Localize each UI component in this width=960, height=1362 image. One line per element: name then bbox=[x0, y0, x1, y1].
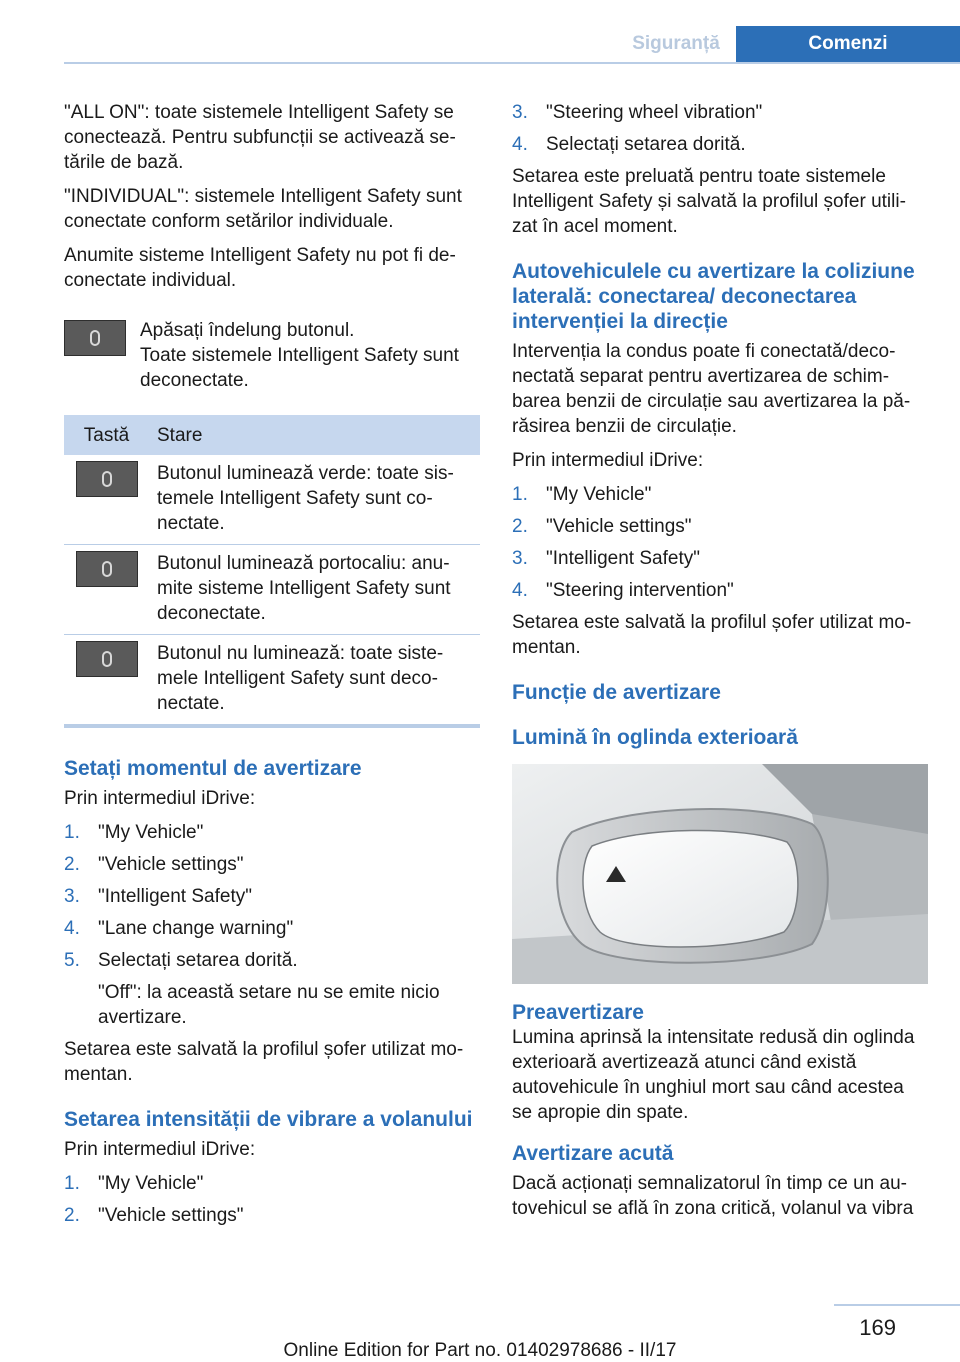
heading-acute-warning: Avertizare acută bbox=[512, 1142, 674, 1165]
tab-siguranta[interactable]: Siguranță bbox=[632, 33, 720, 54]
saved-note: Setarea este salvată la profilul șofer utilizat mo-mentan. bbox=[64, 1039, 464, 1085]
paragraph-pre-warning: Lumina aprinsă la intensitate redusă din oglinda exterioară avertizează atunci când există autovehicule în unghiul mort sau când acestea se apropie din spate. bbox=[512, 1027, 915, 1123]
list-item: 3. "Intelligent Safety" bbox=[512, 548, 700, 569]
table-header-state: Stare bbox=[149, 415, 480, 455]
list-item: 3. "Intelligent Safety" bbox=[64, 886, 252, 907]
mirror-photo bbox=[512, 764, 928, 984]
list-item: 1. "My Vehicle" bbox=[64, 1173, 204, 1194]
list-item: 4. Selectați setarea dorită. bbox=[512, 134, 746, 155]
steps-list-vibration bbox=[64, 1171, 480, 1228]
idrive-label: Prin intermediul iDrive: bbox=[64, 1139, 256, 1160]
paragraph-cannot-disable: Anumite sisteme Intelligent Safety nu pot fi de-conectate individual. bbox=[64, 245, 456, 291]
list-item: 3. "Steering wheel vibration" bbox=[512, 102, 763, 123]
steps-list-vibration-cont bbox=[512, 100, 928, 157]
page-number: 169 bbox=[859, 1315, 896, 1340]
steps-list-warning-time bbox=[64, 820, 480, 1030]
steps-list-steering bbox=[512, 482, 928, 603]
paragraph-all-on: "ALL ON": toate sistemele Intelligent Safety se conectează. Pentru subfuncții se activează se-tările de bază. bbox=[64, 102, 456, 173]
heading-mirror-light: Lumină în oglinda exterioară bbox=[512, 726, 798, 749]
list-item: 2. "Vehicle settings" bbox=[64, 1205, 244, 1226]
safety-button-orange-icon bbox=[76, 551, 138, 587]
safety-button-green-icon bbox=[76, 461, 138, 497]
table-row bbox=[64, 635, 480, 727]
table-cell-state: Butonul nu luminează: toate siste-mele Intelligent Safety sunt deco-nectate. bbox=[157, 643, 444, 714]
list-item: 2. "Vehicle settings" bbox=[64, 854, 244, 875]
idrive-label: Prin intermediul iDrive: bbox=[512, 450, 704, 471]
button-instruction bbox=[64, 302, 480, 393]
list-item: 5. Selectați setarea dorită. "Off": la această setare nu se emite nicio avertizare. bbox=[64, 948, 480, 1030]
paragraph-intervention: Intervenția la condus poate fi conectată/deco-nectată separat pentru avertizarea de schim-barea benzii de circulație sau avertizarea la pă-răsirea benzii de circulație. bbox=[512, 341, 911, 437]
off-setting-note: "Off": la această setare nu se emite nicio avertizare. bbox=[98, 982, 440, 1028]
left-column bbox=[64, 100, 480, 1235]
footer-rule bbox=[834, 1304, 960, 1306]
heading-warning-time: Setați momentul de avertizare bbox=[64, 757, 362, 780]
table-header-key: Tastă bbox=[64, 415, 149, 455]
table-cell-state: Butonul luminează portocaliu: anu-mite sisteme Intelligent Safety sunt deconectate. bbox=[149, 545, 480, 635]
idrive-label: Prin intermediul iDrive: bbox=[64, 788, 256, 809]
list-item: 4. "Steering intervention" bbox=[512, 580, 734, 601]
saved-note: Setarea este salvată la profilul șofer utilizat mo-mentan. bbox=[512, 612, 912, 658]
tab-comenzi[interactable]: Comenzi bbox=[736, 26, 960, 62]
paragraph-setting-taken: Setarea este preluată pentru toate sistemele Intelligent Safety și salvată la profilul șofer utili-zat în acel moment. bbox=[512, 166, 906, 237]
list-item: 2. "Vehicle settings" bbox=[512, 516, 692, 537]
heading-side-collision: Autovehiculele cu avertizare la coliziune laterală: conectarea/ deconectarea intervenției la direcție bbox=[512, 260, 915, 333]
list-item: 1. "My Vehicle" bbox=[512, 484, 652, 505]
table-cell-state: Butonul luminează verde: toate sis-temele Intelligent Safety sunt co-nectate. bbox=[149, 455, 480, 545]
intelligent-safety-button-icon bbox=[64, 320, 126, 356]
list-item: 4. "Lane change warning" bbox=[64, 918, 294, 939]
list-item: 1. "My Vehicle" bbox=[64, 822, 204, 843]
heading-pre-warning: Preavertizare bbox=[512, 1001, 644, 1024]
press-long-text: Apăsați îndelung butonul. bbox=[140, 320, 355, 341]
right-column bbox=[512, 100, 928, 1230]
safety-button-off-icon bbox=[76, 641, 138, 677]
paragraph-acute-warning: Dacă acționați semnalizatorul în timp ce un au-tovehicul se află în zona critică, volanul va vibra bbox=[512, 1173, 914, 1219]
heading-warning-function: Funcție de avertizare bbox=[512, 681, 721, 704]
table-row bbox=[64, 455, 480, 545]
page-header bbox=[64, 26, 960, 64]
all-disconnected-text: Toate sistemele Intelligent Safety sunt deconectate. bbox=[140, 345, 459, 391]
status-table bbox=[64, 415, 480, 728]
heading-vibration: Setarea intensității de vibrare a volanului bbox=[64, 1108, 473, 1131]
paragraph-individual: "INDIVIDUAL": sistemele Intelligent Safety sunt conectate conform setărilor individuale. bbox=[64, 186, 462, 232]
edition-footer: Online Edition for Part no. 01402978686 - II/17 bbox=[283, 1340, 677, 1361]
table-row bbox=[64, 545, 480, 635]
